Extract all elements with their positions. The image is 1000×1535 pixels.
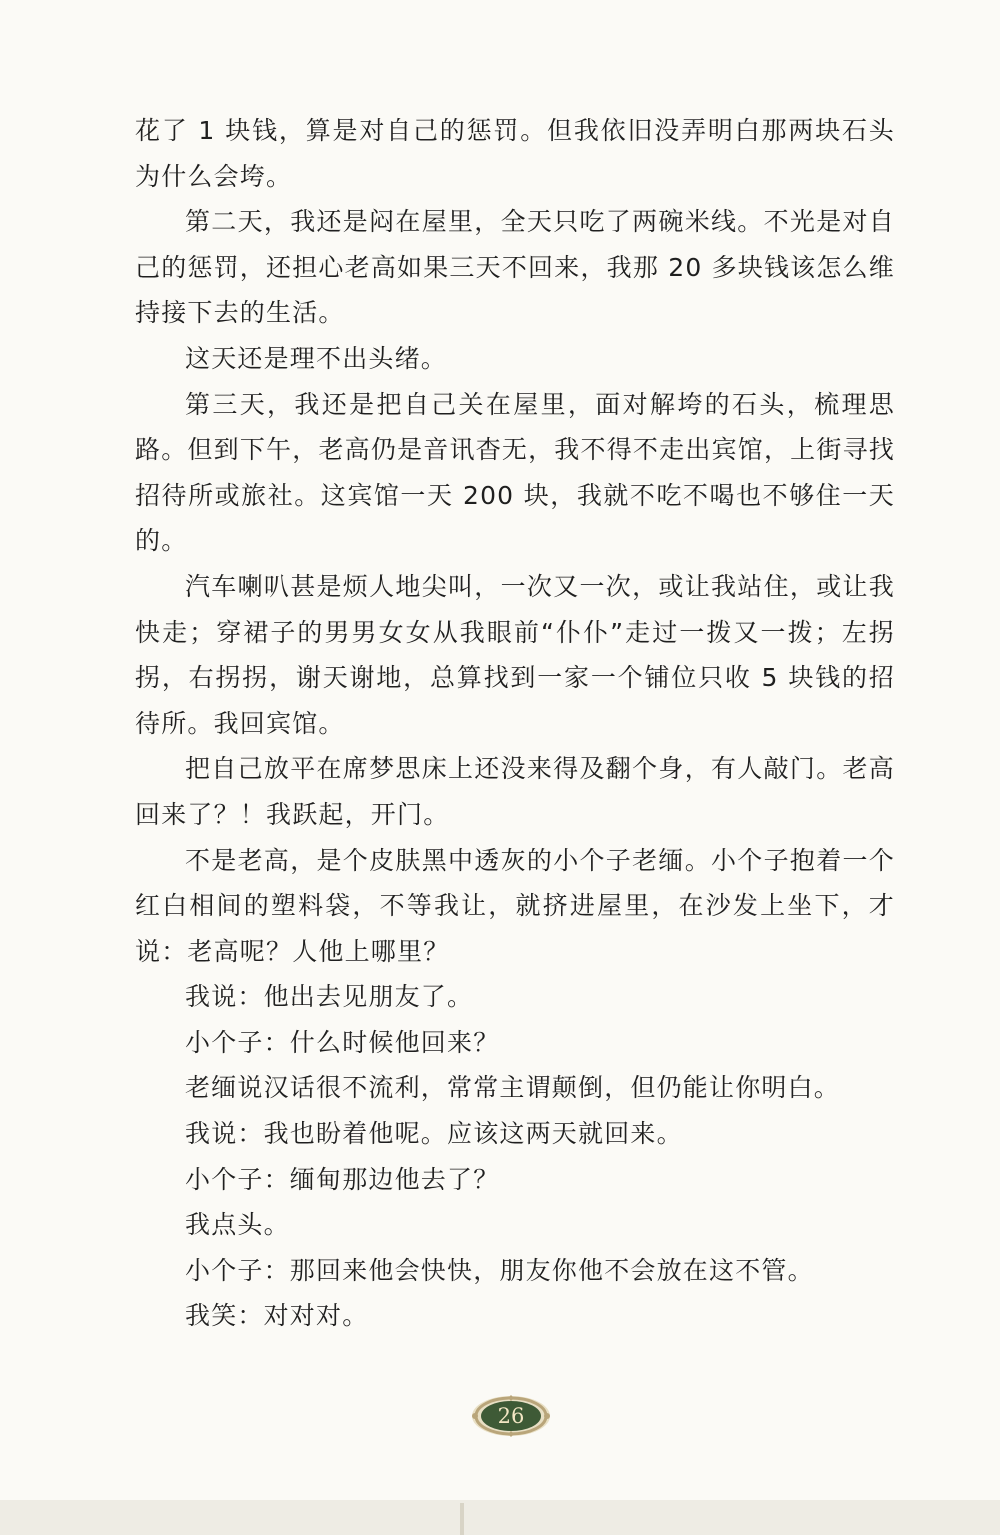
paragraph: 小个子：缅甸那边他去了？ xyxy=(185,1164,500,1194)
paragraph: 汽车喇叭甚是烦人地尖叫，一次又一次，或让我站住，或让我快走；穿裙子的男男女女从我眼前“仆仆”走过一拨又一拨；左拐拐，右拐拐，谢天谢地，总算找到一家一个铺位只收 5 块钱的招待所。我回宾馆。 xyxy=(135,571,895,738)
paragraph: 不是老高，是个皮肤黑中透灰的小个子老缅。小个子抱着一个红白相间的塑料袋，不等我让，就挤进屋里，在沙发上坐下，才说：老高呢？人他上哪里？ xyxy=(135,845,895,966)
paragraph: 我说：我也盼着他呢。应该这两天就回来。 xyxy=(185,1119,683,1149)
paragraph: 花了 1 块钱，算是对自己的惩罚。但我依旧没弄明白那两块石头为什么会垮。 xyxy=(135,116,895,191)
paragraph: 这天还是理不出头绪。 xyxy=(185,343,448,373)
page-divider xyxy=(460,1503,464,1535)
paragraph: 小个子：那回来他会快快，朋友你他不会放在这不管。 xyxy=(185,1255,814,1285)
paragraph: 小个子：什么时候他回来？ xyxy=(185,1027,500,1057)
paragraph: 第二天，我还是闷在屋里，全天只吃了两碗米线。不光是对自己的惩罚，还担心老高如果三天不回来，我那 20 多块钱该怎么维持接下去的生活。 xyxy=(135,207,895,328)
page-number: 26 xyxy=(497,1404,525,1428)
paragraph: 我点头。 xyxy=(185,1210,290,1240)
paragraph: 我笑：对对对。 xyxy=(185,1301,369,1331)
paragraph: 把自己放平在席梦思床上还没来得及翻个身，有人敲门。老高回来了？！我跃起，开门。 xyxy=(135,754,895,829)
paragraph: 第三天，我还是把自己关在屋里，面对解垮的石头，梳理思路。但到下午，老高仍是音讯杳无，我不得不走出宾馆，上街寻找招待所或旅社。这宾馆一天 200 块，我就不吃不喝也不够住一天的。 xyxy=(135,389,895,556)
body-text xyxy=(135,108,895,1339)
page-edge xyxy=(0,1500,1000,1535)
page-number-badge xyxy=(470,1392,552,1440)
paragraph: 老缅说汉话很不流利，常常主谓颠倒，但仍能让你明白。 xyxy=(185,1073,841,1103)
paragraph: 我说：他出去见朋友了。 xyxy=(185,982,474,1012)
